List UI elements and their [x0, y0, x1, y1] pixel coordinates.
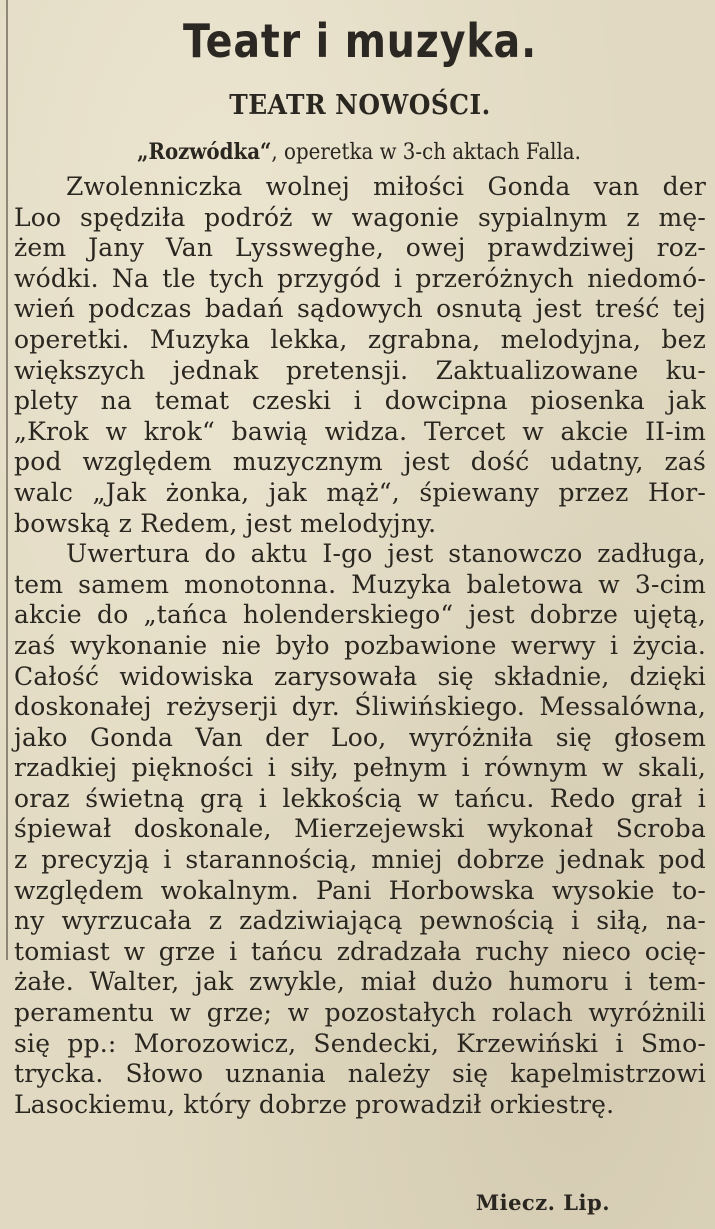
- column-rule: [6, 0, 8, 960]
- article-body: [14, 172, 706, 1120]
- article-line: bowską z Redem, jest melodyjny.: [14, 508, 437, 538]
- article-line: śpiewał doskonale, Mierzejewski wykonał Scroba: [14, 814, 706, 844]
- article-line: operetki. Muzyka lekka, zgrabna, melodyjna, bez: [14, 324, 706, 354]
- article-line: Lasockiemu, który dobrze prowadził orkiestrę.: [14, 1089, 615, 1119]
- theatre-heading: TEATR NOWOŚCI.: [229, 90, 491, 121]
- article-line: trycka. Słowo uznania należy się kapelmistrzowi: [14, 1059, 706, 1089]
- play-subtitle: [76, 139, 643, 165]
- article-line: Całość widowiska zarysowała się składnie, dzięki: [14, 661, 706, 691]
- article-line: ny wyrzucała z zadziwiającą pewnością i siłą, na-: [14, 906, 706, 936]
- article-line: wień podczas badań sądowych osnutą jest treść tej: [14, 294, 706, 324]
- article-line: Loo spędziła podróż w wagonie sypialnym z mę-: [14, 202, 706, 232]
- article-line: żałe. Walter, jak zwykle, miał dużo humoru i tem-: [14, 967, 706, 997]
- article-line: plety na temat czeski i dowcipna piosenka jak: [14, 386, 706, 416]
- article-line: jako Gonda Van der Loo, wyróżniła się głosem: [14, 722, 706, 752]
- article-line: peramentu w grze; w pozostałych rolach wyróżnili: [14, 998, 706, 1028]
- play-description: , operetka w 3-ch aktach Falla.: [271, 140, 581, 165]
- article-line: z precyzją i starannością, mniej dobrze jednak pod: [14, 845, 706, 875]
- article-line: „Krok w krok“ bawią widza. Tercet w akcie II-im: [14, 416, 706, 446]
- section-title: Teatr i muzyka.: [183, 14, 537, 68]
- article-line: tomiast w grze i tańcu zdradzała ruchy nieco ocię-: [14, 936, 706, 966]
- article-line: względem wokalnym. Pani Horbowska wysokie to-: [14, 875, 706, 905]
- article-line: rzadkiej piękności i siły, pełnym i równym w skali,: [14, 753, 706, 783]
- article-line: się pp.: Morozowicz, Sendecki, Krzewiński i Smo-: [14, 1028, 706, 1058]
- article-line: większych jednak pretensji. Zaktualizowane ku-: [14, 355, 706, 385]
- article-line: zaś wykonanie nie było pozbawione werwy i życia.: [14, 630, 706, 660]
- article-line: walc „Jak żonka, jak mąż“, śpiewany przez Hor-: [14, 477, 706, 507]
- article-line: akcie do „tańca holenderskiego“ jest dobrze ujętą,: [14, 600, 706, 630]
- article-line: wódki. Na tle tych przygód i przeróżnych niedomó-: [14, 263, 706, 293]
- author-signature: Miecz. Lip.: [475, 1190, 610, 1215]
- article-line: tem samem monotonna. Muzyka baletowa w 3-cim: [14, 569, 706, 599]
- article-line: Zwolenniczka wolnej miłości Gonda van der: [66, 172, 706, 201]
- article-line: pod względem muzycznym jest dość udatny, zaś: [14, 447, 706, 477]
- article-line: oraz świetną grą i lekkością w tańcu. Redo grał i: [14, 783, 706, 813]
- article-line: Uwertura do aktu I-go jest stanowczo zadługa,: [66, 539, 706, 569]
- article-line: żem Jany Van Lyssweghe, owej prawdziwej roz-: [14, 233, 706, 263]
- play-title: „Rozwódka“: [137, 139, 272, 165]
- article-line: doskonałej reżyserji dyr. Śliwińskiego. Messalówna,: [14, 692, 706, 722]
